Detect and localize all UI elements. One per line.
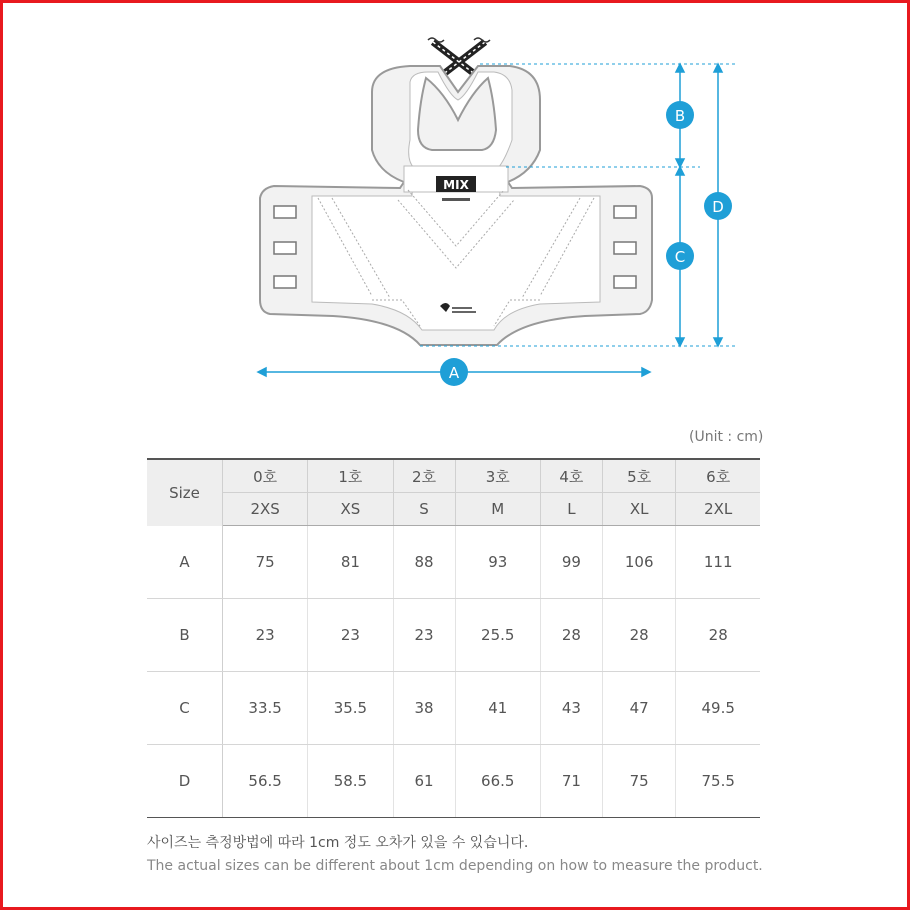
- table-cell: 28: [676, 599, 760, 672]
- table-cell: 23: [308, 599, 393, 672]
- size-header-ko-row: [147, 459, 760, 493]
- table-cell: 88: [393, 526, 455, 599]
- row-label: C: [147, 672, 223, 745]
- table-cell: 35.5: [308, 672, 393, 745]
- table-cell: 47: [602, 672, 675, 745]
- size-header-ko: 2호: [393, 459, 455, 493]
- row-label: B: [147, 599, 223, 672]
- table-row: [147, 745, 760, 818]
- table-cell: 81: [308, 526, 393, 599]
- table-cell: 66.5: [455, 745, 540, 818]
- table-cell: 58.5: [308, 745, 393, 818]
- table-cell: 23: [223, 599, 308, 672]
- table-cell: 75: [602, 745, 675, 818]
- table-cell: 49.5: [676, 672, 760, 745]
- table-cell: 61: [393, 745, 455, 818]
- svg-text:A: A: [448, 364, 460, 382]
- size-header-ko: 4호: [540, 459, 602, 493]
- dimension-label-a: [440, 358, 468, 386]
- dimension-label-b: [666, 101, 694, 129]
- table-cell: 93: [455, 526, 540, 599]
- size-header-en: XS: [308, 493, 393, 526]
- table-cell: 99: [540, 526, 602, 599]
- size-corner-label: Size: [147, 459, 223, 526]
- table-cell: 43: [540, 672, 602, 745]
- svg-text:C: C: [674, 248, 686, 266]
- unit-label: (Unit : cm): [689, 429, 764, 445]
- row-label: D: [147, 745, 223, 818]
- note-english: The actual sizes can be different about 1cm depending on how to measure the product.: [147, 858, 763, 874]
- size-header-en: 2XL: [676, 493, 760, 526]
- note-korean: 사이즈는 측정방법에 따라 1cm 정도 오차가 있을 수 있습니다.: [147, 835, 529, 851]
- table-cell: 38: [393, 672, 455, 745]
- size-header-en: M: [455, 493, 540, 526]
- table-row: [147, 672, 760, 745]
- table-cell: 71: [540, 745, 602, 818]
- table-cell: 106: [602, 526, 675, 599]
- size-header-en: 2XS: [223, 493, 308, 526]
- size-header-en: XL: [602, 493, 675, 526]
- size-header-ko: 5호: [602, 459, 675, 493]
- row-label: A: [147, 526, 223, 599]
- table-row: [147, 526, 760, 599]
- svg-text:B: B: [674, 107, 686, 125]
- dimension-label-c: [666, 242, 694, 270]
- table-cell: 41: [455, 672, 540, 745]
- size-header-en: L: [540, 493, 602, 526]
- size-header-en-row: [147, 493, 760, 526]
- table-cell: 28: [540, 599, 602, 672]
- table-cell: 111: [676, 526, 760, 599]
- dimension-label-d: [704, 192, 732, 220]
- brand-logo-text: MIX: [443, 178, 469, 192]
- table-cell: 75: [223, 526, 308, 599]
- size-header-ko: 3호: [455, 459, 540, 493]
- size-header-ko: 1호: [308, 459, 393, 493]
- size-header-ko: 0호: [223, 459, 308, 493]
- table-cell: 75.5: [676, 745, 760, 818]
- table-cell: 56.5: [223, 745, 308, 818]
- chest-protector-diagram: [0, 0, 910, 410]
- table-cell: 23: [393, 599, 455, 672]
- svg-text:D: D: [712, 198, 724, 216]
- size-header-en: S: [393, 493, 455, 526]
- size-header-ko: 6호: [676, 459, 760, 493]
- table-cell: 33.5: [223, 672, 308, 745]
- size-table: [147, 458, 760, 818]
- table-cell: 28: [602, 599, 675, 672]
- table-row: [147, 599, 760, 672]
- table-cell: 25.5: [455, 599, 540, 672]
